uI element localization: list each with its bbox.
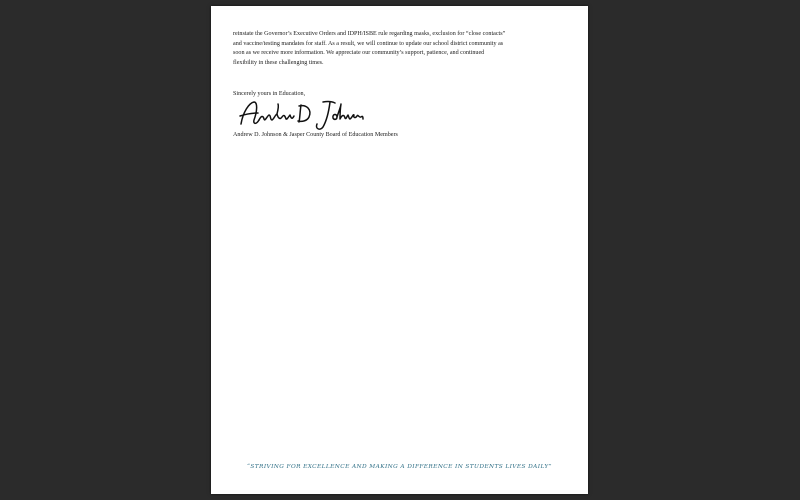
letter-body-line: reinstate the Governor’s Executive Orders and IDPH/ISBE rule regarding masks, exclusion for “close contacts” [233,31,506,37]
district-motto: “STRIVING FOR EXCELLENCE AND MAKING A DIFFERENCE IN STUDENTS LIVES DAILY” [247,464,552,470]
letter-body-line: flexibility in these challenging times. [233,59,324,66]
handwritten-signature [237,98,365,132]
letter-body-line: and vaccine/testing mandates for staff. As a result, we will continue to update our school district community as [233,40,504,47]
letter-closing: Sincerely yours in Education, [233,91,306,97]
letter-body-line: soon as we receive more information. We appreciate our community’s support, patience, and continued [233,50,485,57]
document-page [211,6,588,494]
signer-name: Andrew D. Johnson & Jasper County Board of Education Members [233,132,398,138]
letter-body [233,30,573,68]
